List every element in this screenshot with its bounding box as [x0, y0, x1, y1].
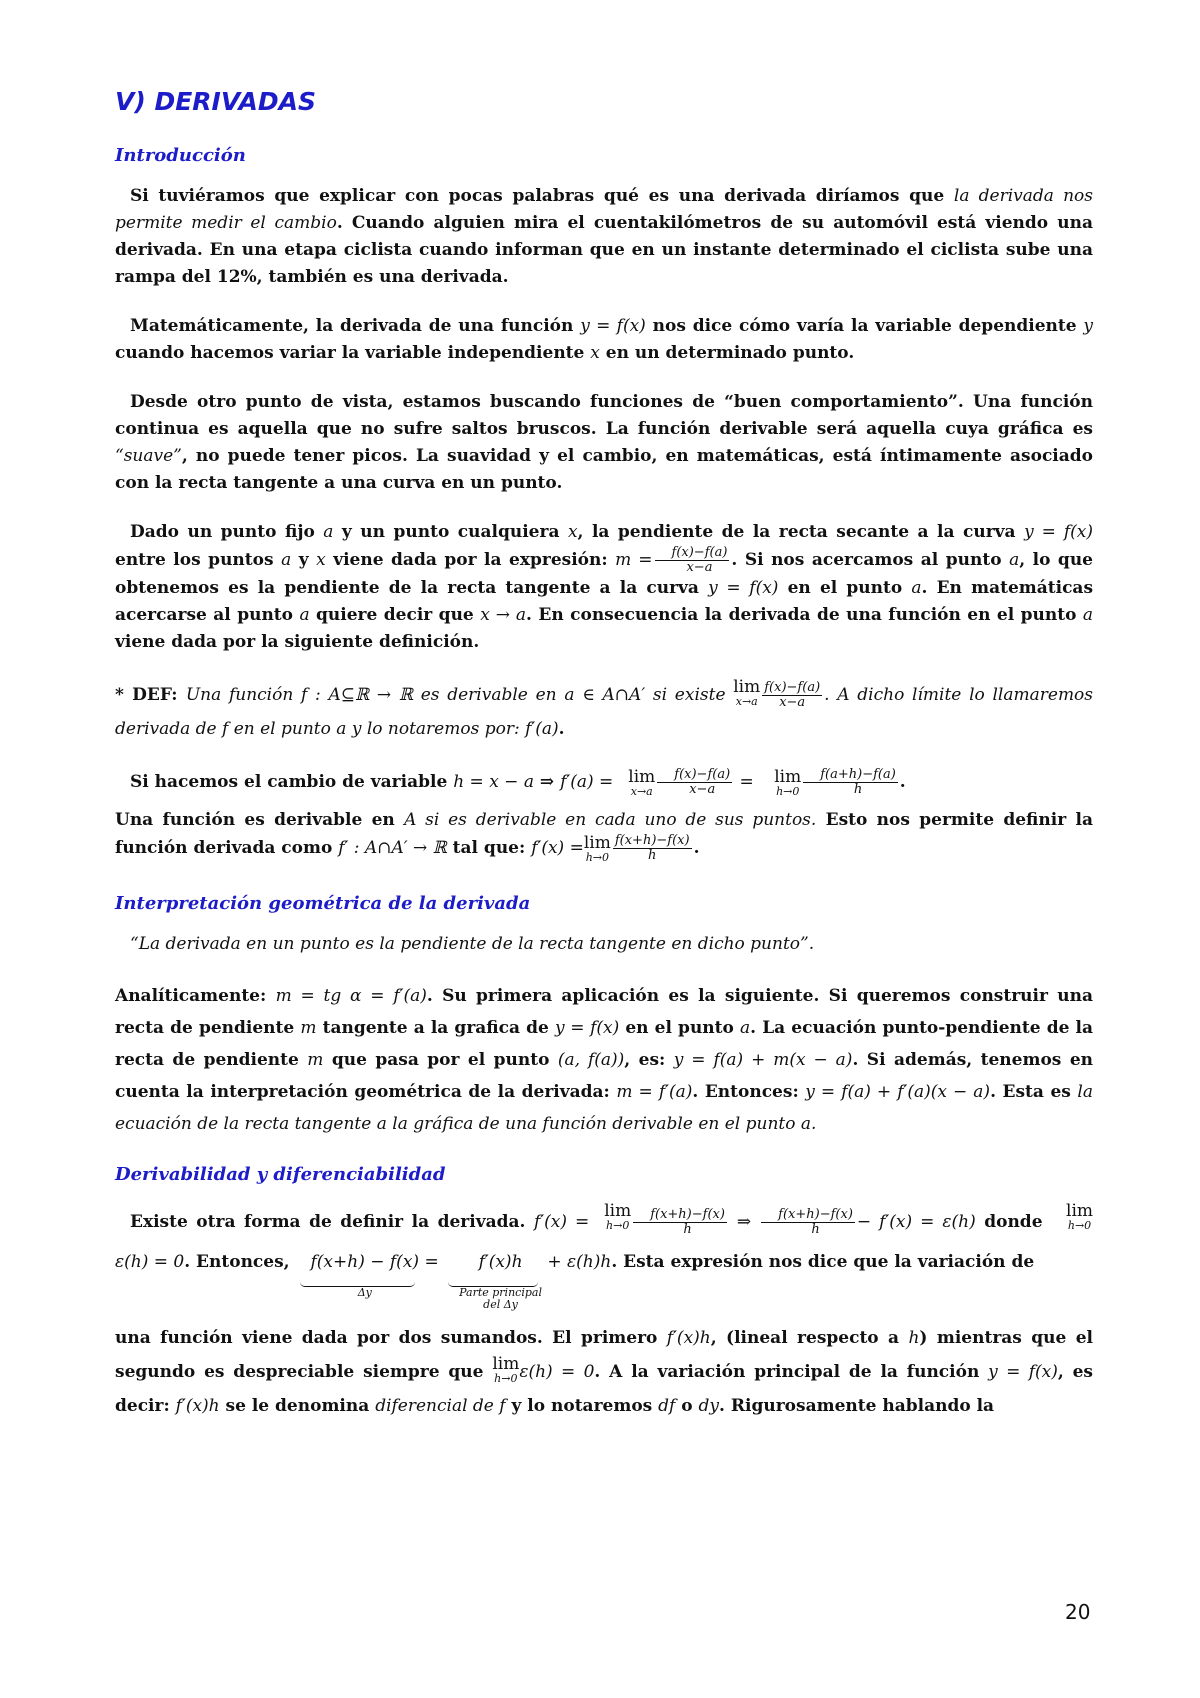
formula: x [316, 550, 326, 570]
fraction [762, 681, 822, 710]
formula: ε(h) = 0 [519, 1362, 595, 1382]
text: viene dada por la expresión: [325, 550, 616, 570]
underbrace-delta-y [296, 1242, 420, 1299]
formula: m [307, 1050, 324, 1070]
text: quiere decir que [309, 605, 481, 625]
formula: a [299, 605, 310, 625]
emphasis: diferencial de f [375, 1396, 506, 1416]
formula: y = f(x) [554, 1018, 620, 1038]
emphasis: la ecuación de la recta tangente a la gráfica de una función derivable en el punto a. [115, 1082, 1093, 1134]
text: . En matemáticas acercarse al punto [115, 578, 1094, 625]
text: . [693, 838, 700, 858]
numerator: f(x+h)−f(x) [614, 833, 690, 848]
text: . Entonces: [692, 1082, 806, 1102]
limit-subscript: h→0 [1067, 1219, 1092, 1232]
text: en el punto [778, 578, 912, 598]
formula: (a, f(a)) [557, 1050, 625, 1070]
text: en el punto [619, 1018, 740, 1038]
text: nos dice cómo varía la variable dependiente [645, 316, 1084, 336]
emphasis: si existe [645, 685, 734, 705]
formula: a [1082, 605, 1094, 625]
formula: f′(x) = [531, 838, 584, 858]
formula: a [1009, 550, 1020, 570]
chapter-title: V) DERIVADAS [115, 87, 316, 116]
formula: − f′(x) = ε(h) [856, 1212, 976, 1232]
text: . Si nos acercamos al punto [731, 550, 1010, 570]
formula: y = f(x) [1024, 522, 1093, 542]
formula: x [590, 343, 600, 363]
text: . Esta es [990, 1082, 1078, 1102]
formula: a [740, 1018, 751, 1038]
text: donde [975, 1212, 1052, 1232]
emphasis: A si es derivable en cada uno de sus puntos. [404, 810, 817, 830]
text: , no puede tener picos. La suavidad y el cambio, en matemáticas, está íntimamente asociado con la recta tangente a una curva en un punto. [115, 446, 1093, 493]
brace-label: Δy [357, 1286, 372, 1299]
limit [584, 834, 611, 863]
brace-label: Parte principal [459, 1286, 542, 1299]
text: una función viene dada por dos sumandos. El primero [115, 1328, 667, 1348]
text: Matemáticamente, la derivada de una función [130, 316, 581, 336]
text: , es: [624, 1050, 674, 1070]
formula: f′(x)h [175, 1396, 220, 1416]
numerator: f(x+h)−f(x) [633, 1208, 727, 1223]
text: , lo que obtenemos es la pendiente de la recta tangente a la curva [115, 550, 1093, 598]
fraction [655, 546, 730, 575]
formula: a [281, 550, 292, 570]
underbrace-principal-part [444, 1242, 542, 1311]
brace-label: del Δy [483, 1298, 518, 1311]
formula: h = x − a [453, 772, 534, 792]
limit [492, 1355, 519, 1384]
formula: m = f′(a) [616, 1082, 693, 1102]
formula: ε(h) = 0 [115, 1252, 185, 1272]
text: Si hacemos el cambio de variable [130, 772, 454, 792]
formula: = [734, 772, 760, 792]
text: cuando hacemos variar la variable independiente [115, 343, 591, 363]
text: Si tuviéramos que explicar con pocas palabras qué es una derivada diríamos que [130, 186, 954, 206]
paragraph-2 [115, 313, 1093, 367]
limit [733, 678, 760, 707]
paragraph-9 [115, 1321, 1093, 1423]
formula: a [323, 522, 334, 542]
text: Esto nos permite definir la función derivada como [115, 810, 1093, 858]
limit-subscript: h→0 [585, 851, 609, 864]
formula: f′(a) [525, 719, 559, 739]
formula: y = f(a) + f′(a)(x − a) [805, 1082, 991, 1102]
formula: = [419, 1252, 445, 1272]
formula: x → a [480, 605, 527, 625]
text: . Cuando alguien mira el cuentakilómetros de su automóvil está viendo una derivada. En una etapa ciclista cuando informan que en un instante determinado el ciclista sube una rampa del 12%, también es una derivada. [115, 213, 1093, 287]
paragraph-4 [115, 519, 1093, 656]
denominator: h [683, 1222, 692, 1237]
numerator: f(x)−f(a) [764, 680, 821, 695]
section-heading-intro: Introducción [115, 145, 246, 166]
denominator: x−a [689, 782, 716, 797]
numerator: f(x+h)−f(x) [761, 1208, 855, 1223]
formula: m [300, 1018, 317, 1038]
text: . Entonces, [184, 1252, 296, 1272]
formula: m = tg α = f′(a) [275, 986, 427, 1006]
formula: f′(x)h [478, 1252, 523, 1272]
text: viene dada por la siguiente definición. [115, 632, 480, 652]
text: . [899, 772, 906, 792]
paragraph-6 [115, 807, 1093, 863]
text: , (lineal respecto a [710, 1328, 909, 1348]
formula: df [658, 1396, 676, 1416]
fraction [657, 768, 732, 797]
denominator: h [853, 782, 863, 797]
denominator: h [648, 848, 657, 863]
text: ) mientras que el segundo es despreciable siempre que [115, 1328, 1093, 1382]
limit-subscript: h→0 [494, 1372, 518, 1385]
emphasis: “suave” [115, 446, 182, 466]
formula: f′(x)h [666, 1328, 711, 1348]
text: * DEF: [115, 685, 186, 705]
paragraph-3 [115, 389, 1093, 497]
formula: y = f(x) [580, 316, 646, 336]
text: o [675, 1396, 699, 1416]
section-heading-geometric: Interpretación geométrica de la derivada [115, 893, 531, 914]
text: Una función es derivable en [115, 810, 405, 830]
text: . Si además, tenemos en cuenta la interpretación geométrica de la derivada: [115, 1050, 1093, 1102]
fraction [761, 1208, 855, 1237]
limit-subscript: x→a [735, 695, 758, 708]
text: , la pendiente de la recta secante a la curva [577, 522, 1025, 542]
limit-label: lim [628, 767, 656, 787]
definition [115, 678, 1093, 746]
text: . En consecuencia la derivada de una función en el punto [526, 605, 1083, 625]
emphasis: . A dicho límite lo llamaremos derivada de f en el punto a y lo notaremos por: [115, 685, 1094, 739]
limit-label: lim [1066, 1201, 1094, 1221]
limit [1051, 1202, 1093, 1231]
limit-subscript: x→a [630, 785, 653, 798]
fraction [633, 1208, 727, 1237]
text: y un punto cualquiera [333, 522, 568, 542]
formula: dy [698, 1396, 720, 1416]
fraction [803, 768, 898, 797]
formula: f(x+h) − f(x) [310, 1252, 420, 1272]
limit-label: lim [774, 767, 802, 787]
text: ⇒ [533, 772, 561, 792]
text: . [558, 719, 565, 739]
text: . Su primera aplicación es la siguiente. Si queremos construir una recta de pendiente [115, 986, 1093, 1038]
formula: f′ : A∩A′ → ℝ [338, 838, 447, 858]
formula: x [567, 522, 578, 542]
numerator: f(x)−f(a) [655, 546, 730, 561]
text: , es decir: [115, 1362, 1093, 1416]
formula: f′(a) = [560, 772, 614, 792]
limit-subscript: h→0 [606, 1219, 630, 1232]
page-number: 20 [1065, 1600, 1091, 1624]
text: . Esta expresión nos dice que la variación de [611, 1252, 1035, 1272]
denominator: x−a [779, 695, 806, 710]
denominator: x−a [686, 560, 713, 575]
limit-label: lim [583, 833, 611, 853]
limit-label: lim [492, 1354, 520, 1374]
text: tangente a la grafica de [316, 1018, 555, 1038]
formula: y = f(x) [708, 578, 779, 598]
limit [613, 768, 655, 797]
text: Analíticamente: [115, 986, 276, 1006]
text: . A la variación principal de la función [594, 1362, 989, 1382]
formula: f′(x) = [533, 1212, 590, 1232]
numerator: f(x)−f(a) [657, 768, 732, 783]
numerator: f(a+h)−f(a) [803, 768, 898, 783]
limit-subscript: h→0 [776, 785, 800, 798]
formula: y = f(a) + m(x − a) [673, 1050, 853, 1070]
text: en un determinado punto. [599, 343, 855, 363]
text: se le denomina [219, 1396, 376, 1416]
formula: a ∈ A∩A′ [564, 685, 646, 705]
quote: “La derivada en un punto es la pendiente de la recta tangente en dicho punto”. [130, 934, 815, 954]
text: Existe otra forma de definir la derivada. [130, 1212, 534, 1232]
text: Desde otro punto de vista, estamos buscando funciones de “buen comportamiento”. Una función continua es aquella que no sufre saltos bruscos. La función derivable será aquella cuya gráfica es [115, 392, 1093, 439]
text: . Rigurosamente hablando la [719, 1396, 995, 1416]
text: Dado un punto fijo [130, 522, 324, 542]
formula: a [911, 578, 922, 598]
text: y [291, 550, 317, 570]
text: entre los puntos [115, 550, 282, 570]
text: tal que: [446, 838, 532, 858]
limit [589, 1202, 631, 1231]
paragraph-5 [115, 768, 1093, 797]
section-heading-differentiability: Derivabilidad y diferenciabilidad [115, 1164, 446, 1185]
formula: h [908, 1328, 920, 1348]
text: que pasa por el punto [323, 1050, 558, 1070]
emphasis: la derivada nos permite medir el cambio [115, 186, 1093, 233]
text: . La ecuación punto-pendiente de la recta de pendiente [115, 1018, 1094, 1070]
document-page [115, 85, 1093, 1445]
formula: ⇒ [728, 1212, 760, 1232]
limit-label: lim [604, 1201, 632, 1221]
formula: y = f(x) [988, 1362, 1058, 1382]
formula: f : A⊆ℝ → ℝ [301, 685, 413, 705]
paragraph-7 [115, 980, 1093, 1140]
text: y lo notaremos [505, 1396, 659, 1416]
paragraph-8 [115, 1202, 1093, 1311]
limit-label: lim [733, 677, 761, 697]
paragraph-1 [115, 183, 1093, 291]
fraction [613, 834, 692, 863]
denominator: h [811, 1222, 820, 1237]
emphasis: Una función [185, 685, 302, 705]
formula: y [1083, 316, 1093, 336]
emphasis: es derivable en [413, 685, 565, 705]
limit [759, 768, 801, 797]
formula: m = [615, 550, 653, 570]
formula: + ε(h)h [541, 1252, 612, 1272]
